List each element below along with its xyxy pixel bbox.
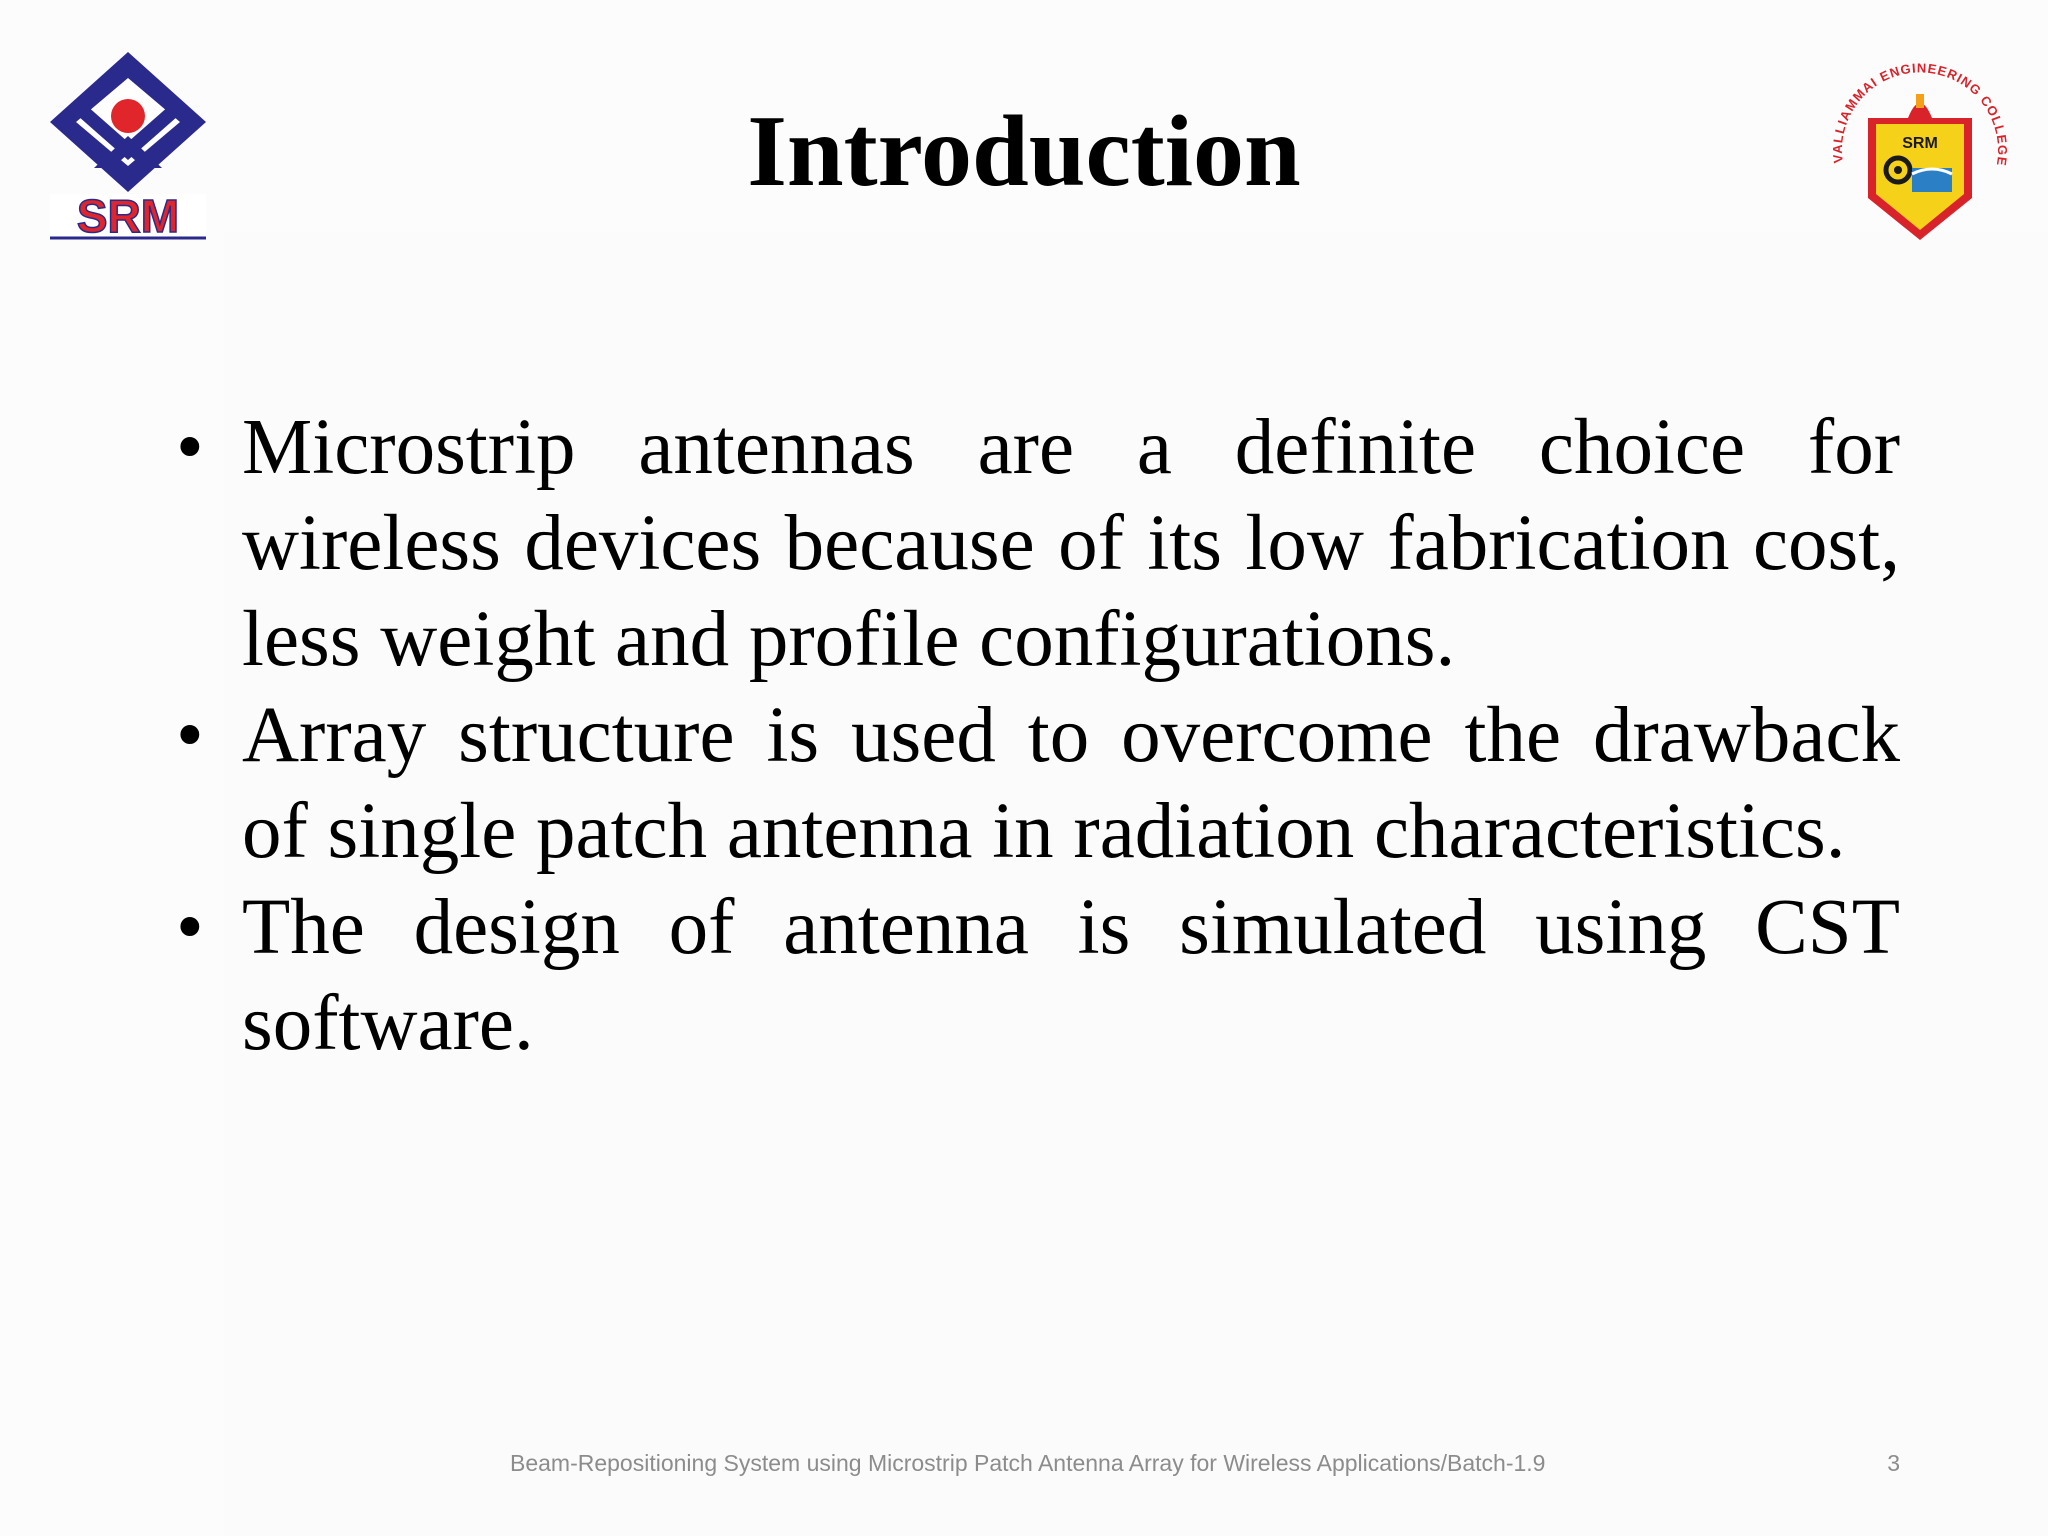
slide-footer: Beam-Repositioning System using Microstrip Patch Antenna Array for Wireless Applications/Batch-1.9 (510, 1450, 1546, 1476)
bullet-item (170, 400, 1900, 688)
bullet-text: Microstrip antennas are a definite choice for wireless devices because of its low fabrication cost, less weight and profile configurations. (242, 404, 1900, 683)
bullet-icon: • (176, 692, 204, 779)
college-ring-text: VALLIAMMAI ENGINEERING COLLEGE (1829, 60, 2011, 168)
bullet-icon: • (176, 404, 204, 491)
slide-title: Introduction (747, 95, 1301, 208)
college-shield-text: SRM (1902, 135, 1938, 152)
bullet-list (170, 400, 1900, 1072)
page-number: 3 (1887, 1450, 1900, 1476)
bullet-icon: • (176, 884, 204, 971)
srm-logo-text: SRM (76, 190, 180, 240)
bullet-item (170, 688, 1900, 880)
bullet-text: The design of antenna is simulated using CST software. (242, 884, 1900, 1067)
bullet-text: Array structure is used to overcome the drawback of single patch antenna in radiation characteristics. (242, 692, 1900, 875)
bullet-item (170, 880, 1900, 1072)
